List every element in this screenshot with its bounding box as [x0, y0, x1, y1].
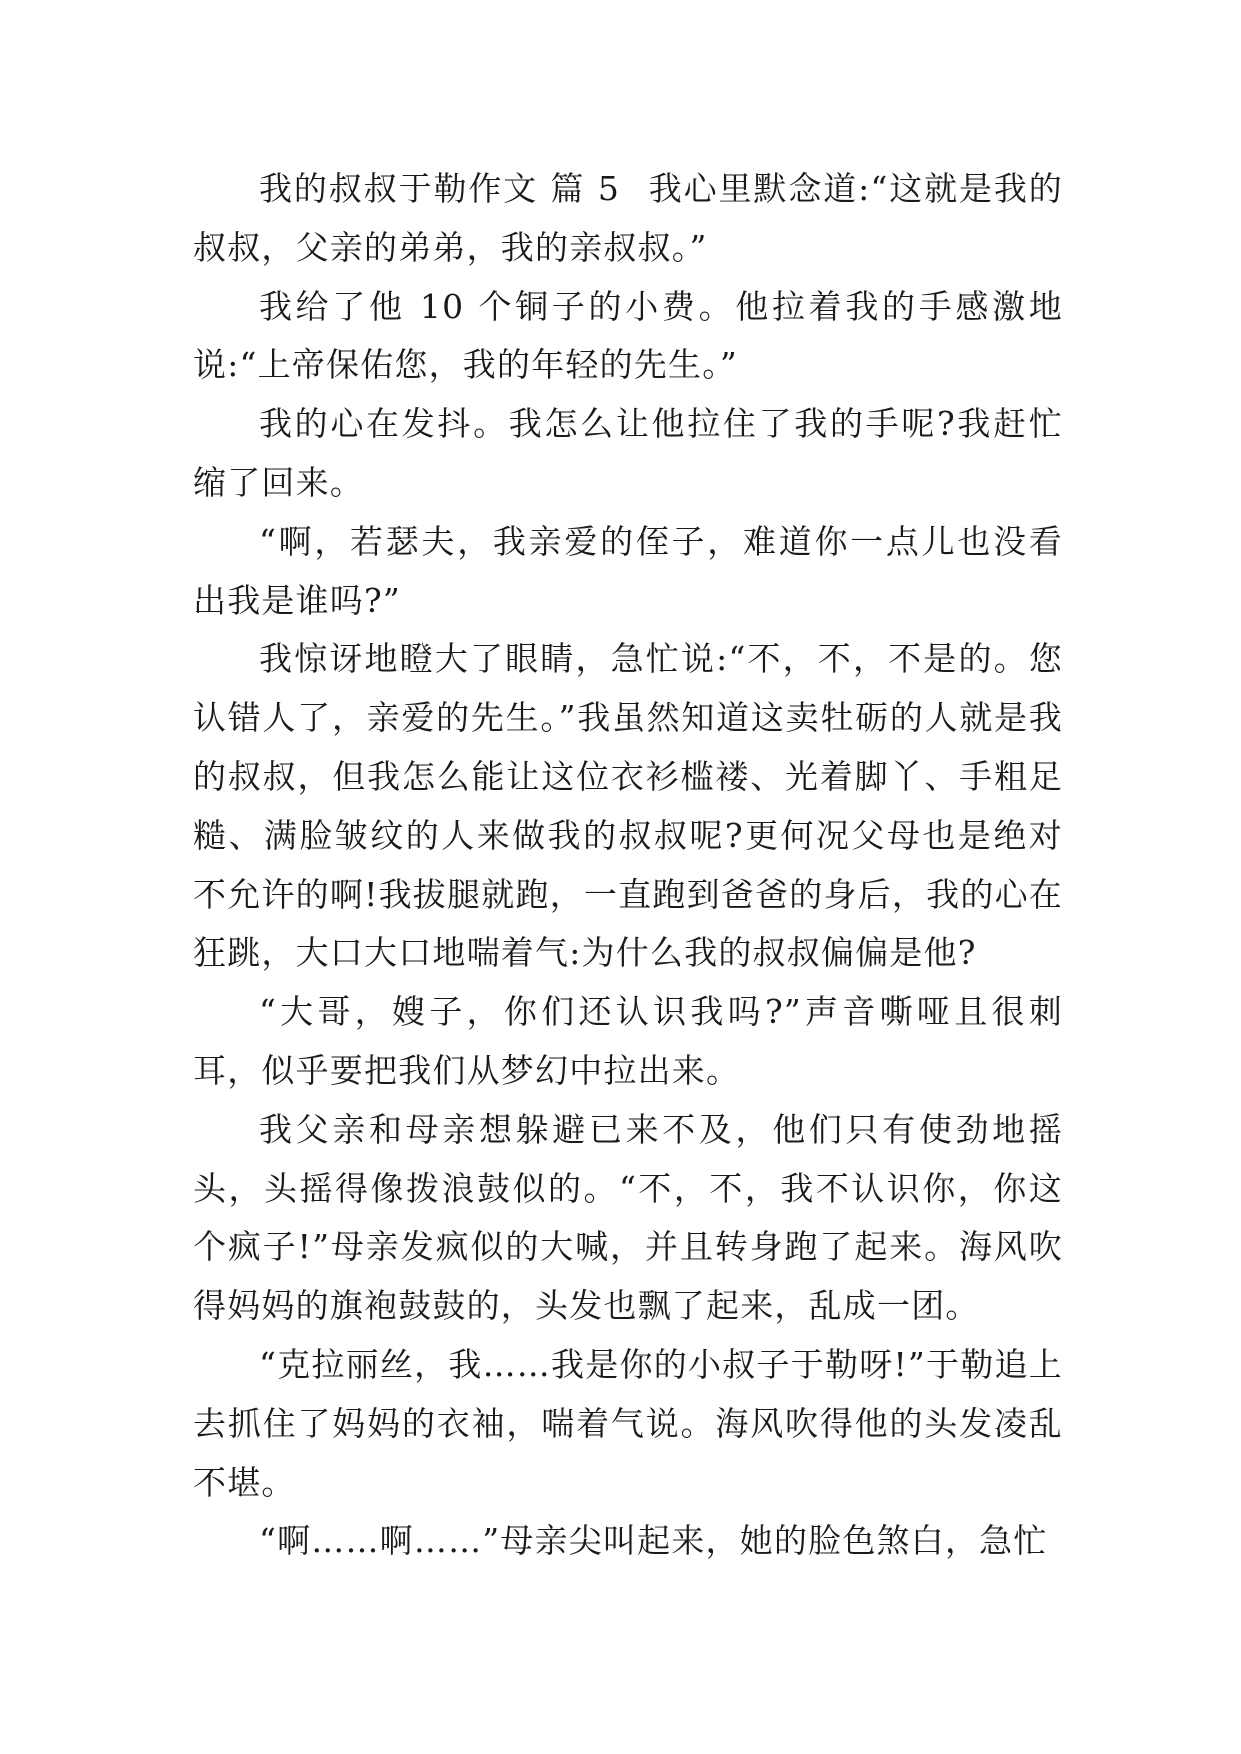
paragraph-8: “克拉丽丝，我……我是你的小叔子于勒呀!”于勒追上去抓住了妈妈的衣袖，喘着气说。海风吹得他的头发凌乱不堪。: [193, 1344, 1063, 1502]
paragraph-5: 我惊讶地瞪大了眼睛，急忙说:“不，不，不是的。您认错人了，亲爱的先生。”我虽然知道这卖牡砺的人就是我的叔叔，但我怎么能让这位衣衫槛褛、光着脚丫、手粗足糙、满脸皱纹的人来做我的叔叔呢?更何况父母也是绝对不允许的啊!我拔腿就跑，一直跑到爸爸的身后，我的心在狂跳，大口大口地喘着气:为什么我的叔叔偏偏是他?: [193, 639, 1063, 973]
paragraph-2: 我给了他 10 个铜子的小费。他拉着我的手感激地说:“上帝保佑您，我的年轻的先生。”: [193, 286, 1063, 385]
paragraph-7: 我父亲和母亲想躲避已来不及，他们只有使劲地摇头，头摇得像拨浪鼓似的。“不，不，我不认识你，你这个疯子!”母亲发疯似的大喊，并且转身跑了起来。海风吹得妈妈的旗袍鼓鼓的，头发也飘了起来，乱成一团。: [193, 1109, 1063, 1326]
paragraph-1-text: 我心里默念道:“这就是我的叔叔，父亲的弟弟，我的亲叔叔。”: [193, 169, 1063, 267]
paragraph-1: [193, 160, 1063, 278]
paragraph-4: “啊，若瑟夫，我亲爱的侄子，难道你一点儿也没看出我是谁吗?”: [193, 521, 1063, 620]
paragraph-3: 我的心在发抖。我怎么让他拉住了我的手呢?我赶忙缩了回来。: [193, 404, 1063, 502]
paragraph-9: “啊……啊……”母亲尖叫起来，她的脸色煞白，急忙: [259, 1521, 1048, 1561]
paragraph-6: “大哥，嫂子，你们还认识我吗?”声音嘶哑且很刺耳，似乎要把我们从梦幻中拉出来。: [193, 992, 1063, 1090]
document-body: [193, 160, 1063, 1571]
document-heading: 我的叔叔于勒作文 篇 5: [259, 169, 621, 208]
